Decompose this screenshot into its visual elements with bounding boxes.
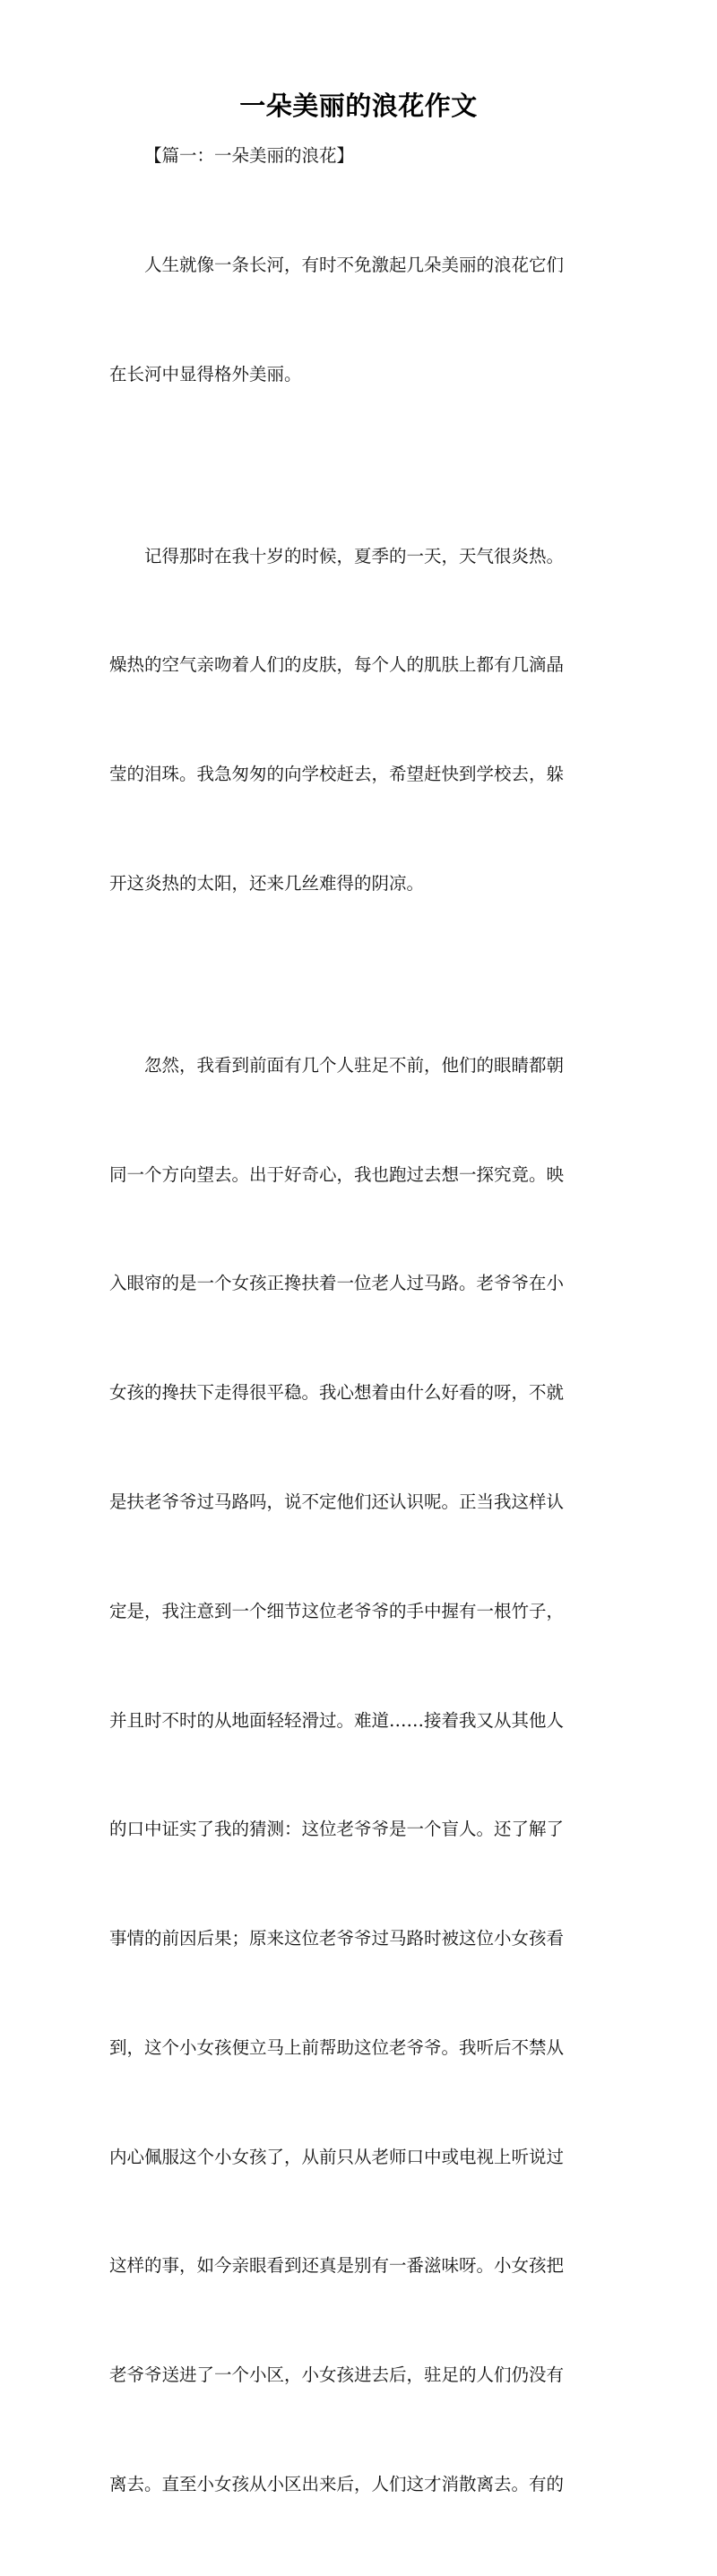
paragraph-line: 人生就像一条长河，有时不免激起几朵美丽的浪花它们 <box>144 254 565 275</box>
paragraph-line: 女孩的搀扶下走得很平稳。我心想着由什么好看的呀，不就 <box>109 1382 565 1404</box>
paragraph-line: 开这炎热的太阳，还来几丝难得的阴凉。 <box>109 872 425 894</box>
paragraph-line: 记得那时在我十岁的时候，夏季的一天，天气很炎热。 <box>144 545 565 566</box>
section-heading: 【篇一：一朵美丽的浪花】 <box>144 145 355 166</box>
paragraph-line: 到，这个小女孩便立马上前帮助这位老爷爷。我听后不禁从 <box>109 2036 565 2058</box>
paragraph-line: 并且时不时的从地面轻轻滑过。难道……接着我又从其他人 <box>109 1709 565 1731</box>
paragraph-line: 这样的事，如今亲眼看到还真是别有一番滋味呀。小女孩把 <box>109 2255 565 2277</box>
paragraph-line: 莹的泪珠。我急匆匆的向学校赶去，希望赶快到学校去，躲 <box>109 764 565 785</box>
paragraph-line: 在长河中显得格外美丽。 <box>109 363 302 385</box>
paragraph-line: 事情的前因后果；原来这位老爷爷过马路时被这位小女孩看 <box>109 1928 565 1949</box>
paragraph-line: 定是，我注意到一个细节这位老爷爷的手中握有一根竹子， <box>109 1600 565 1621</box>
paragraph-line: 入眼帘的是一个女孩正搀扶着一位老人过马路。老爷爷在小 <box>109 1273 565 1294</box>
paragraph-line: 燥热的空气亲吻着人们的皮肤，每个人的肌肤上都有几滴晶 <box>109 654 565 676</box>
paragraph-3 <box>109 975 609 2576</box>
paragraph-line: 是扶老爷爷过马路吗，说不定他们还认识呢。正当我这样认 <box>109 1491 565 1512</box>
paragraph-line: 同一个方向望去。出于好奇心，我也跑过去想一探究竟。映 <box>109 1163 565 1185</box>
paragraph-line: 内心佩服这个小女孩了，从前只从老师口中或电视上听说过 <box>109 2146 565 2167</box>
paragraph-line: 的口中证实了我的猜测：这位老爷爷是一个盲人。还了解了 <box>109 1819 565 1840</box>
paragraph-line: 离去。直至小女孩从小区出来后，人们这才消散离去。有的 <box>109 2474 565 2494</box>
document-title: 一朵美丽的浪花作文 <box>239 91 478 121</box>
paragraph-1 <box>109 175 609 466</box>
paragraph-line: 老爷爷送进了一个小区，小女孩进去后，驻足的人们仍没有 <box>109 2364 565 2386</box>
document-body <box>109 138 609 2576</box>
paragraph-2 <box>109 465 609 974</box>
paragraph-line: 忽然，我看到前面有几个人驻足不前，他们的眼睛都朝 <box>144 1054 565 1076</box>
